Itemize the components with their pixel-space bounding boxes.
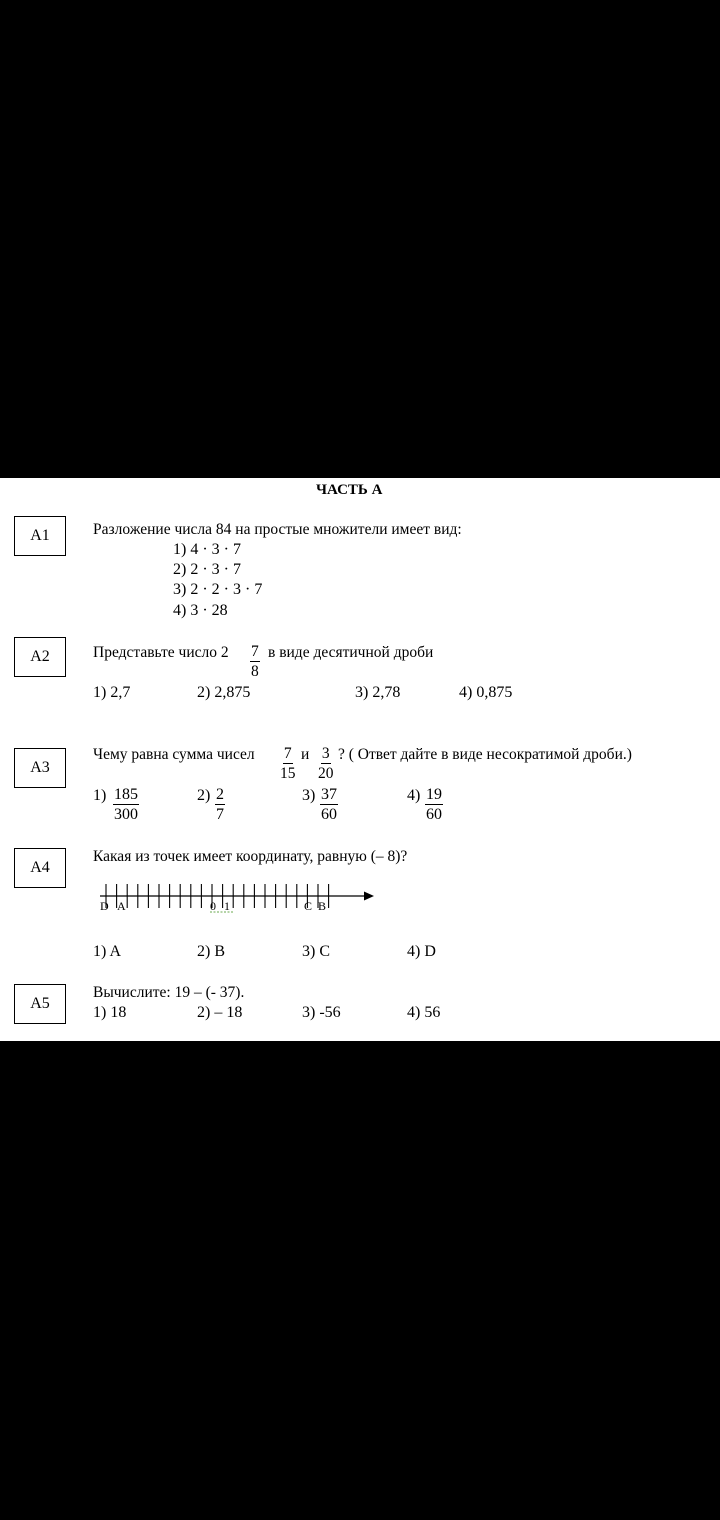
a4-option-1: 1) A [93, 943, 121, 960]
a1-question: Разложение числа 84 на простые множители имеет вид: [93, 521, 462, 538]
a3-option-2-prefix: 2) [197, 787, 211, 804]
a2-option-4: 4) 0,875 [459, 684, 513, 701]
a1-option-2: 2) 2 · 3 · 7 [173, 561, 241, 578]
a3-fraction-1 [280, 746, 296, 781]
a3-option-1-denominator: 300 [114, 806, 138, 823]
a3-option-3-prefix: 3) [302, 787, 316, 804]
a3-option-3-denominator: 60 [321, 806, 337, 823]
a5-question: Вычислите: 19 – (- 37). [93, 984, 245, 1001]
a3-option-3-fraction [320, 787, 338, 823]
a2-fraction [250, 644, 260, 679]
point-label-d: D [100, 899, 109, 913]
a2-fraction-denominator: 8 [251, 662, 259, 680]
a1-option-3: 3) 2 · 2 · 3 · 7 [173, 581, 263, 598]
a5-option-4: 4) 56 [407, 1004, 441, 1021]
a3-fraction-1-numerator: 7 [283, 745, 292, 762]
a3-option-4-denominator: 60 [426, 806, 442, 823]
task-label-a1: А1 [14, 516, 66, 556]
a3-fraction-1-denominator: 15 [280, 764, 296, 782]
a4-question: Какая из точек имеет координату, равную (– 8)? [93, 848, 408, 865]
a3-option-4-numerator: 19 [426, 786, 442, 803]
a3-question-prefix: Чему равна сумма чисел [93, 746, 255, 763]
point-label-b: B [318, 899, 327, 913]
a3-option-2-numerator: 2 [216, 786, 224, 803]
point-label-c: C [304, 899, 313, 913]
a4-option-3: 3) C [302, 943, 330, 960]
a5-option-1: 1) 18 [93, 1004, 127, 1021]
point-label-zero: 0 [210, 899, 216, 913]
a3-option-4-prefix: 4) [407, 787, 421, 804]
a3-option-2-denominator: 7 [216, 806, 224, 823]
worksheet [0, 478, 720, 1041]
a3-option-4-fraction [425, 787, 443, 823]
a4-option-4: 4) D [407, 943, 436, 960]
task-label-a5: А5 [14, 984, 66, 1024]
a2-question-prefix: Представьте число 2 [93, 644, 229, 661]
a1-option-1: 1) 4 · 3 · 7 [173, 541, 241, 558]
task-label-a3: А3 [14, 748, 66, 788]
a3-conjunction: и [301, 746, 310, 763]
a3-option-3-numerator: 37 [321, 786, 337, 803]
a3-question-suffix: ? ( Ответ дайте в виде несократимой дроби.) [338, 746, 632, 763]
a5-option-3: 3) -56 [302, 1004, 341, 1021]
section-title: ЧАСТЬ А [316, 482, 383, 498]
point-label-a: A [117, 899, 126, 913]
a5-option-2: 2) – 18 [197, 1004, 243, 1021]
a1-option-4: 4) 3 · 28 [173, 602, 228, 619]
number-line [90, 876, 390, 924]
arrow-icon [364, 892, 374, 901]
a3-option-1-prefix: 1) [93, 787, 107, 804]
a2-fraction-numerator: 7 [251, 643, 259, 660]
a2-question-suffix: в виде десятичной дроби [268, 644, 434, 661]
a4-option-2: 2) B [197, 943, 225, 960]
point-label-one: 1 [224, 899, 230, 913]
a2-option-3: 3) 2,78 [355, 684, 401, 701]
a3-option-2-fraction [215, 787, 225, 823]
a3-fraction-2-denominator: 20 [318, 764, 334, 782]
a3-fraction-2 [318, 746, 334, 781]
task-label-a2: А2 [14, 637, 66, 677]
a2-option-1: 1) 2,7 [93, 684, 131, 701]
a3-option-1-numerator: 185 [114, 786, 138, 803]
task-label-a4: А4 [14, 848, 66, 888]
a3-option-1-fraction [113, 787, 139, 823]
a2-option-2: 2) 2,875 [197, 684, 251, 701]
a3-fraction-2-numerator: 3 [321, 745, 330, 762]
